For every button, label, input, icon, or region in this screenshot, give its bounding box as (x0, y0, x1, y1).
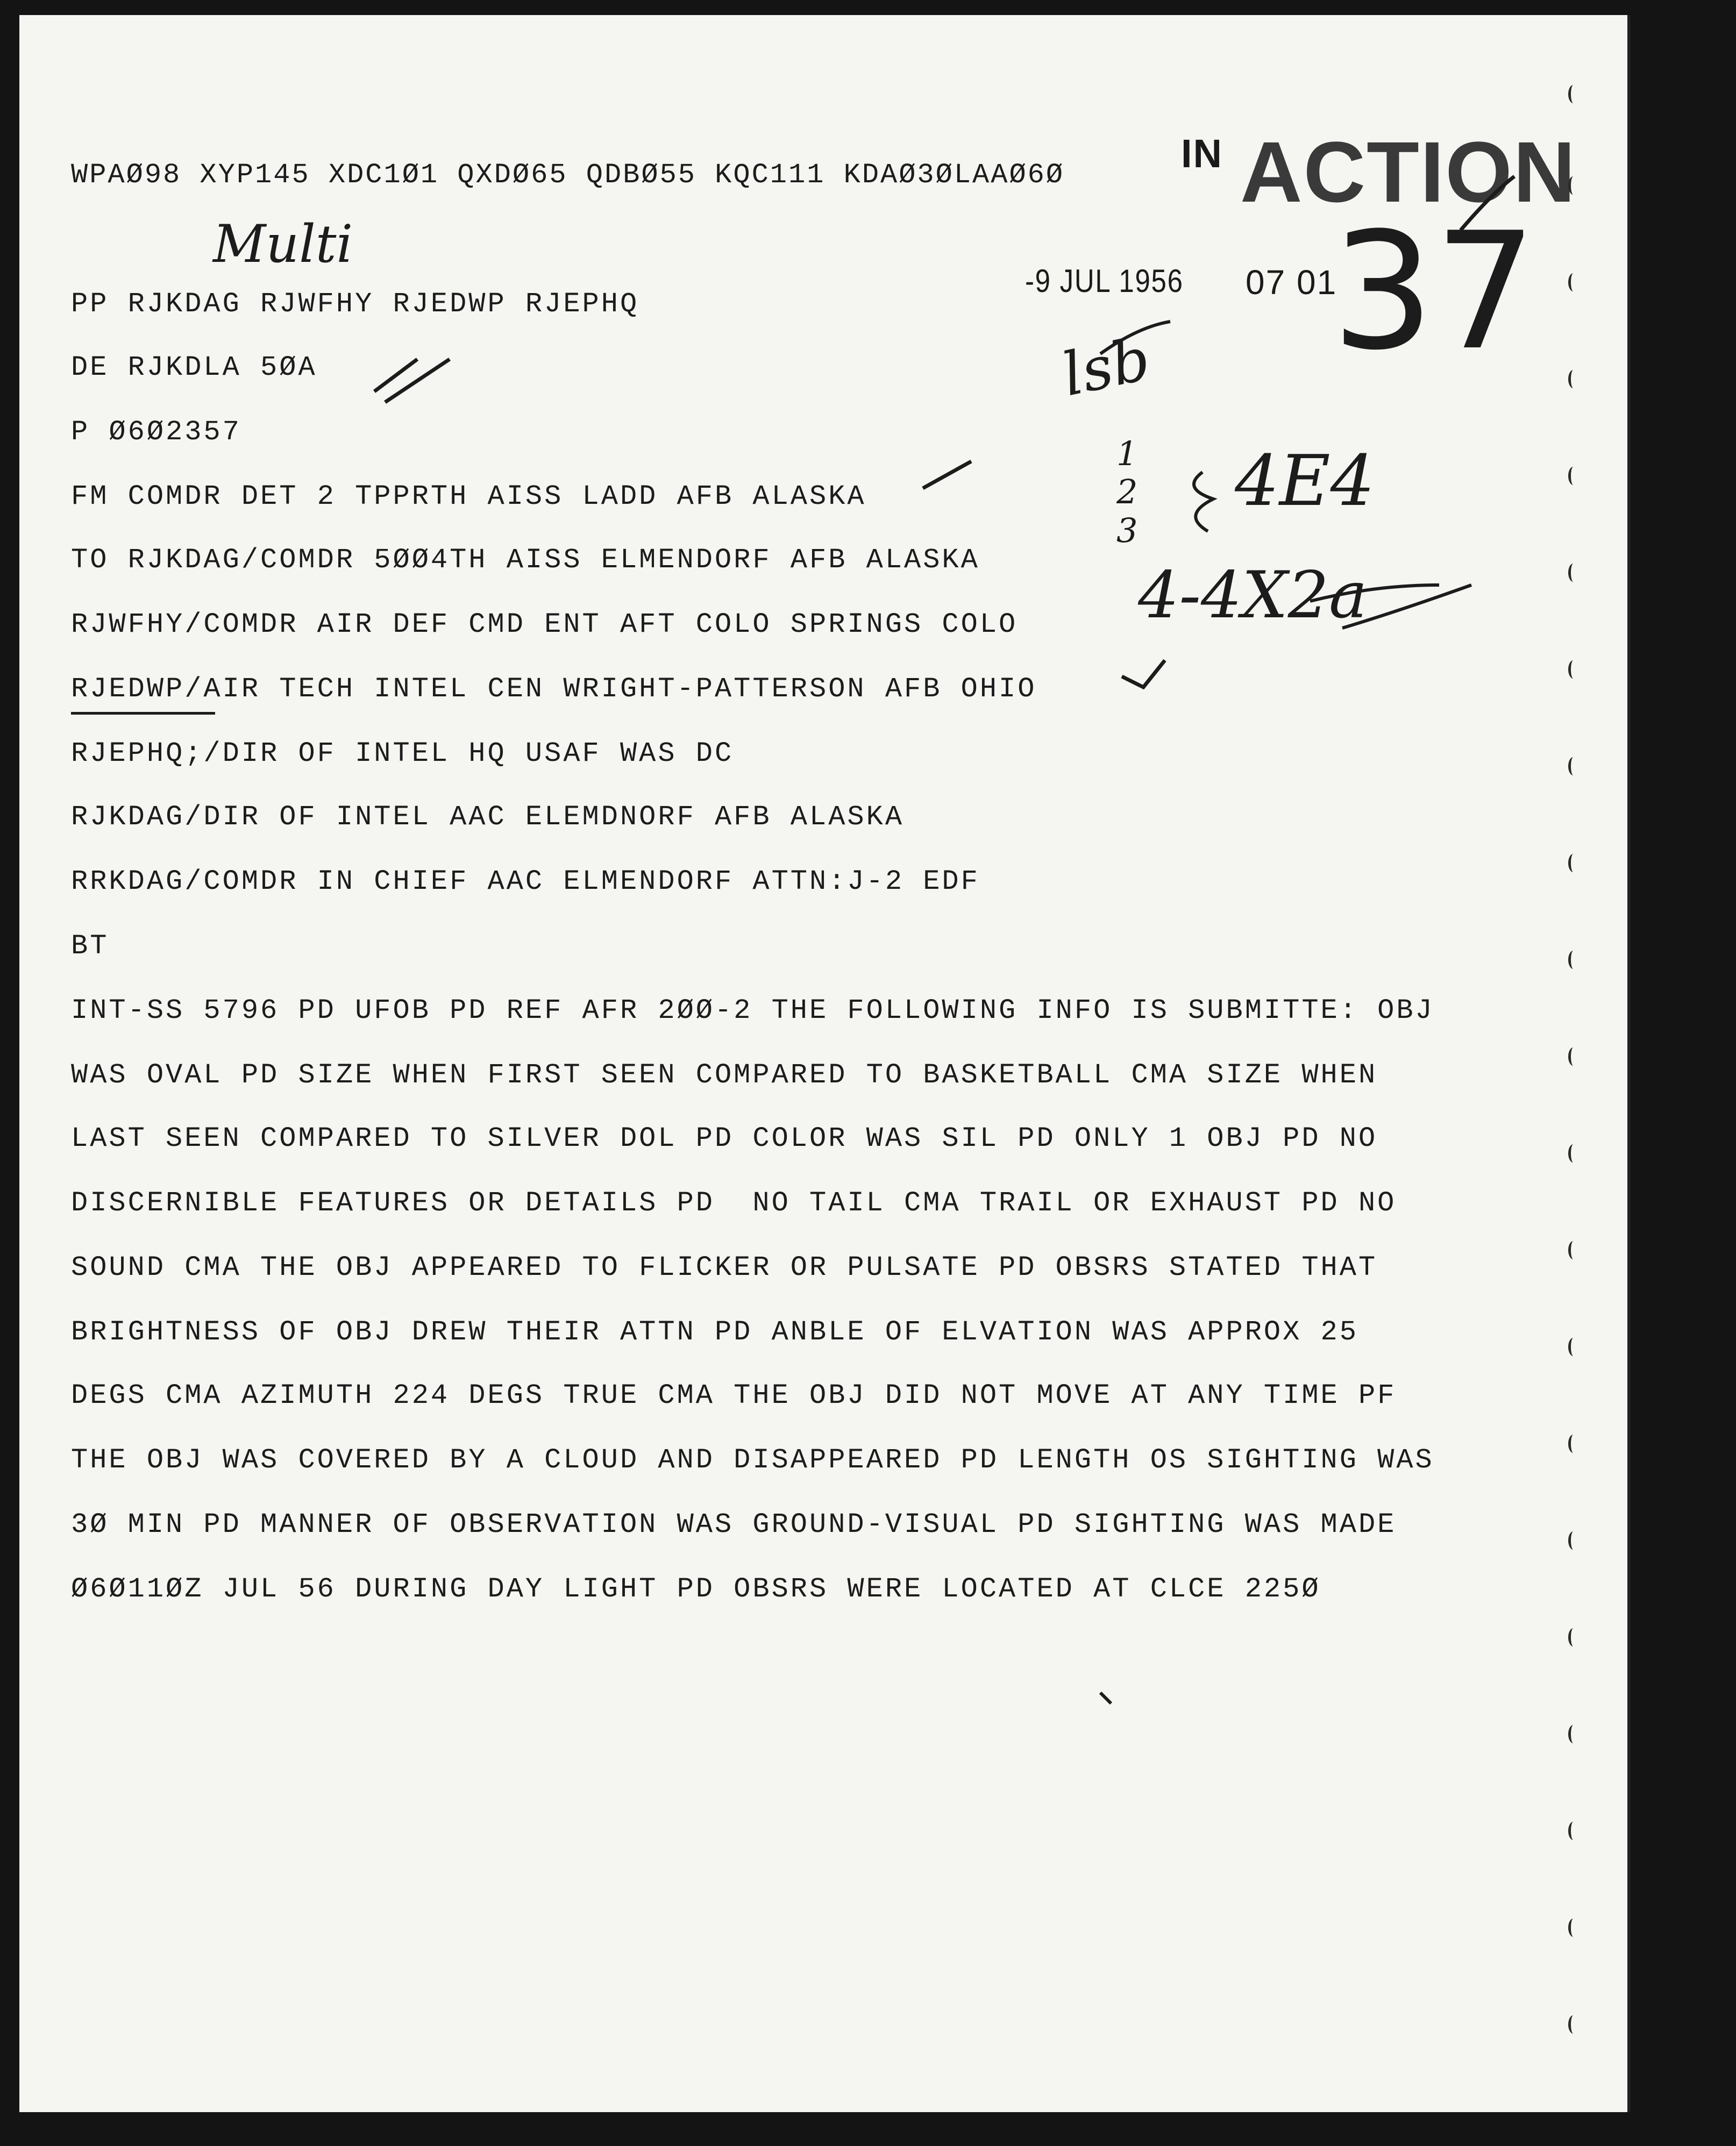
perforation-mark (1568, 564, 1578, 582)
break-line: BT (71, 930, 109, 962)
in-stamp-label: IN (1181, 131, 1223, 176)
perforation-mark (1568, 1241, 1578, 1259)
pen-marks (19, 15, 1627, 2112)
addressee-line: RJEPHQ;/DIR OF INTEL HQ USAF WAS DC (71, 738, 734, 769)
handwritten-initials: lsb (1056, 324, 1156, 410)
check-mark (923, 461, 971, 488)
perforation-mark (1568, 1725, 1578, 1743)
handwritten-fractions: 1 2 3 (1116, 434, 1138, 550)
handwritten-routing-code-2: 4-4X2a (1138, 558, 1368, 633)
brace-mark (1194, 472, 1213, 531)
perforation-mark (1568, 1531, 1578, 1550)
body-line: INT-SS 5796 PD UFOB PD REF AFR 2ØØ-2 THE FOLLOWING INFO IS SUBMITTE: OBJ (71, 995, 1434, 1026)
routing-header-line: WPAØ98 XYP145 XDC1Ø1 QXDØ65 QDBØ55 KQC111 KDAØ3ØLAAØ6Ø (71, 159, 1065, 191)
perforation-mark (1568, 1919, 1578, 1937)
originator-line: DE RJKDLA 5ØA (71, 352, 317, 383)
underline-stroke (1310, 585, 1439, 601)
received-time-stamp: 07 01 (1246, 263, 1337, 302)
action-stamp-label: ACTION (1240, 124, 1577, 220)
perforation-mark (1568, 370, 1578, 388)
addressee-line: RJEDWP/AIR TECH INTEL CEN WRIGHT-PATTERSON AFB OHIO (71, 673, 1037, 705)
body-line: DEGS CMA AZIMUTH 224 DEGS TRUE CMA THE OBJ DID NOT MOVE AT ANY TIME PF (71, 1380, 1397, 1411)
handwritten-routing-code-1: 4E4 (1235, 440, 1375, 522)
perforation-mark (1568, 467, 1578, 485)
teletype-message-sheet (19, 15, 1631, 2112)
check-mark (1122, 660, 1165, 687)
body-line: WAS OVAL PD SIZE WHEN FIRST SEEN COMPARED TO BASKETBALL CMA SIZE WHEN (71, 1059, 1378, 1091)
perforation-mark (1568, 1047, 1578, 1066)
body-line: SOUND CMA THE OBJ APPEARED TO FLICKER OR PULSATE PD OBSRS STATED THAT (71, 1252, 1378, 1284)
body-line: THE OBJ WAS COVERED BY A CLOUD AND DISAPPEARED PD LENGTH OS SIGHTING WAS (71, 1444, 1434, 1476)
body-line: 3Ø MIN PD MANNER OF OBSERVATION WAS GROUND-VISUAL PD SIGHTING WAS MADE (71, 1509, 1397, 1541)
perforation-mark (1568, 2015, 1578, 2034)
perforation-mark (1568, 757, 1578, 775)
check-mark (385, 359, 450, 402)
number-stroke (1461, 176, 1514, 230)
handwritten-note-multi: Multi (213, 214, 353, 274)
datetime-group-line: P Ø6Ø2357 (71, 416, 241, 448)
received-date-stamp: -9 JUL 1956 (1025, 263, 1184, 299)
body-line: Ø6Ø11ØZ JUL 56 DURING DAY LIGHT PD OBSRS WERE LOCATED AT CLCE 225Ø (71, 1573, 1321, 1605)
stray-mark (1100, 1693, 1111, 1703)
body-line: LAST SEEN COMPARED TO SILVER DOL PD COLOR WAS SIL PD ONLY 1 OBJ PD NO (71, 1123, 1378, 1154)
body-line: BRIGHTNESS OF OBJ DREW THEIR ATTN PD ANBLE OF ELVATION WAS APPROX 25 (71, 1316, 1358, 1348)
addressee-line: RRKDAG/COMDR IN CHIEF AAC ELMENDORF ATTN:J-2 EDF (71, 866, 980, 897)
handwritten-number: 37 (1332, 198, 1537, 386)
perforation-mark (1568, 854, 1578, 872)
initial-flourish (1100, 322, 1170, 354)
addressee-line: RJKDAG/DIR OF INTEL AAC ELEMDNORF AFB ALASKA (71, 801, 905, 833)
addressee-line: RJWFHY/COMDR AIR DEF CMD ENT AFT COLO SPRINGS COLO (71, 609, 1018, 640)
perforation-mark (1568, 1435, 1578, 1453)
perforation-mark (1568, 660, 1578, 679)
perforation-mark (1568, 1144, 1578, 1163)
perforation-mark (1568, 1628, 1578, 1646)
body-line: DISCERNIBLE FEATURES OR DETAILS PD NO TAIL CMA TRAIL OR EXHAUST PD NO (71, 1187, 1397, 1219)
perforation-mark (1568, 1822, 1578, 1840)
perforation-mark (1568, 176, 1578, 195)
perforation-mark (1568, 951, 1578, 969)
precedence-line: PP RJKDAG RJWFHY RJEDWP RJEPHQ (71, 288, 639, 320)
to-line: TO RJKDAG/COMDR 5ØØ4TH AISS ELMENDORF AFB ALASKA (71, 544, 980, 576)
perforation-mark (1568, 1338, 1578, 1356)
perforation-mark (1568, 85, 1578, 103)
from-line: FM COMDR DET 2 TPPRTH AISS LADD AFB ALASKA (71, 481, 866, 512)
perforation-mark (1568, 273, 1578, 291)
